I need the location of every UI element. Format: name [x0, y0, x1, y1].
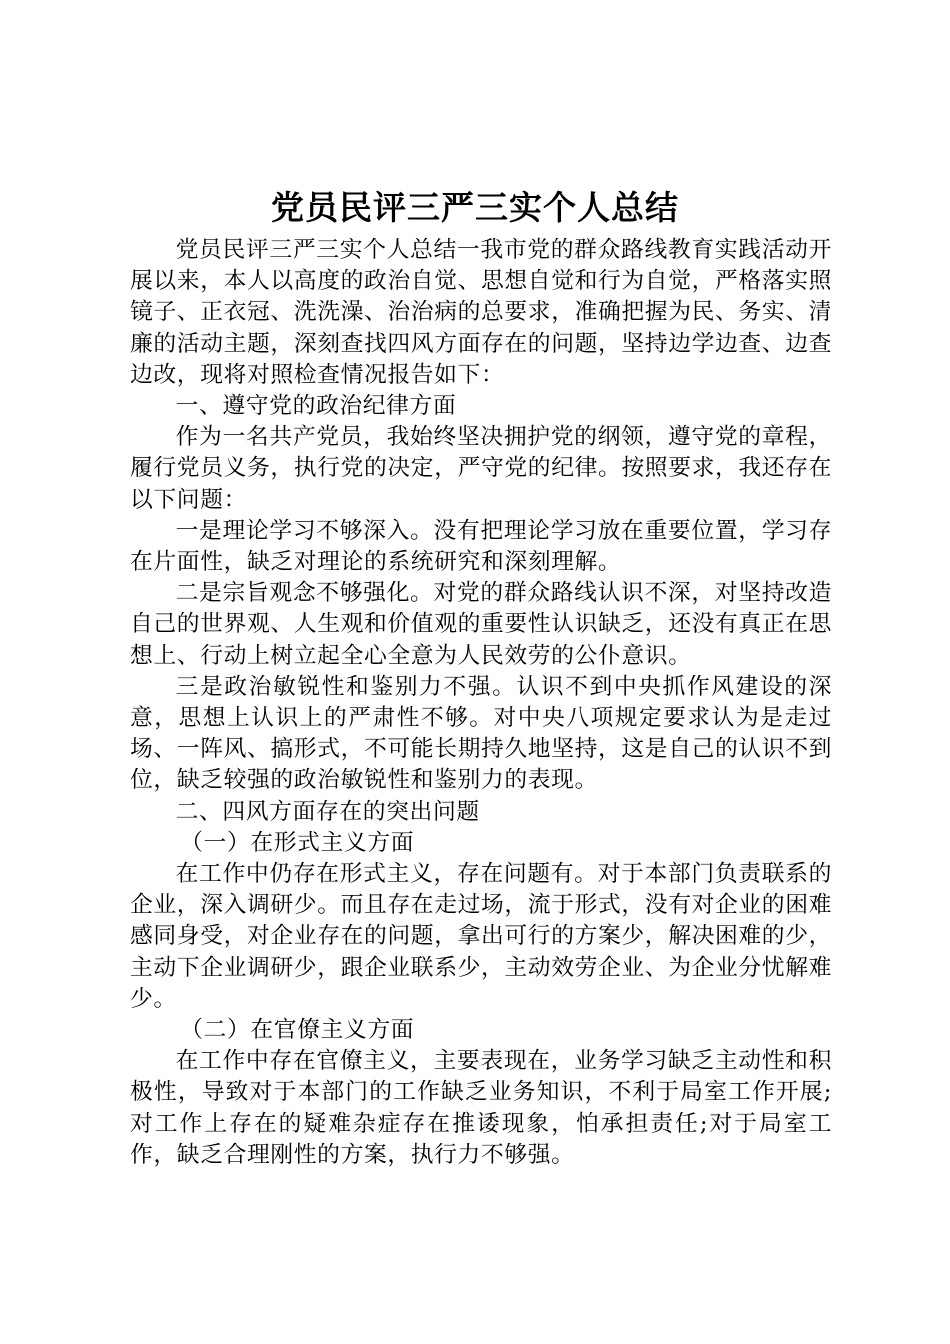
- paragraph: 在工作中仍存在形式主义，存在问题有。对于本部门负责联系的企业，深入调研少。而且存在走过场，流于形式，没有对企业的困难感同身受，对企业存在的问题，拿出可行的方案少，解决困难的少，主动下企业调研少，跟企业联系少，主动效劳企业、为企业分忧解难少。: [130, 861, 832, 1012]
- paragraph: 三是政治敏锐性和鉴别力不强。认识不到中央抓作风建设的深意，思想上认识上的严肃性不够。对中央八项规定要求认为是走过场、一阵风、搞形式，不可能长期持久地坚持，这是自己的认识不到位，缺乏较强的政治敏锐性和鉴别力的表现。: [130, 673, 832, 794]
- paragraph: 二是宗旨观念不够强化。对党的群众路线认识不深，对坚持改造自己的世界观、人生观和价值观的重要性认识缺乏，还没有真正在思想上、行动上树立起全心全意为人民效劳的公仆意识。: [130, 580, 832, 669]
- paragraph: 一是理论学习不够深入。没有把理论学习放在重要位置，学习存在片面性，缺乏对理论的系统研究和深刻理解。: [130, 517, 832, 576]
- paragraph: 在工作中存在官僚主义，主要表现在，业务学习缺乏主动性和积极性，导致对于本部门的工作缺乏业务知识，不利于局室工作开展;对工作上存在的疑难杂症存在推诿现象，怕承担责任;对于局室工作，缺乏合理刚性的方案，执行力不够强。: [130, 1048, 832, 1168]
- section-heading-political-discipline: 一、遵守党的政治纪律方面: [175, 393, 457, 420]
- paragraph: 作为一名共产党员，我始终坚决拥护党的纲领，遵守党的章程，履行党员义务，执行党的决定，严守党的纪律。按照要求，我还存在以下问题：: [130, 424, 832, 513]
- section-heading-four-styles: 二、四风方面存在的突出问题: [175, 798, 480, 825]
- subsection-heading-bureaucratism: （二）在官僚主义方面: [180, 1017, 415, 1044]
- document-title: 党员民评三严三实个人总结: [271, 188, 679, 227]
- subsection-heading-formalism: （一）在形式主义方面: [180, 829, 415, 856]
- document-body: [130, 235, 832, 1171]
- intro-paragraph: 党员民评三严三实个人总结一我市党的群众路线教育实践活动开展以来，本人以高度的政治自觉、思想自觉和行为自觉，严格落实照镜子、正衣冠、洗洗澡、治治病的总要求，准确把握为民、务实、清廉的活动主题，深刻查找四风方面存在的问题，坚持边学边查、边查边改，现将对照检查情况报告如下：: [130, 237, 832, 388]
